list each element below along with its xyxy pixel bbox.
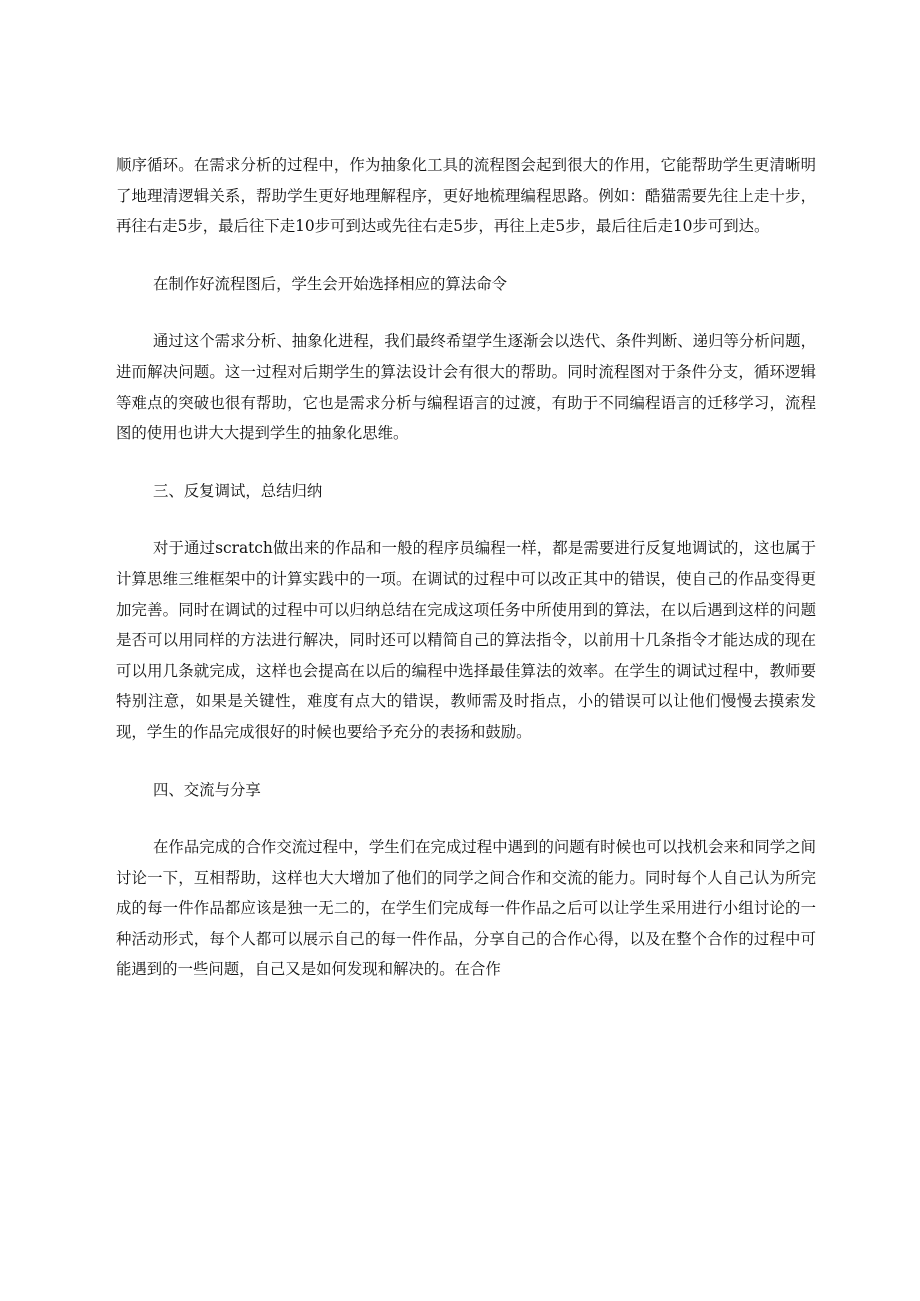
paragraph-algorithm-command: 在制作好流程图后，学生会开始选择相应的算法命令	[153, 274, 507, 293]
section-heading-sharing: 四、交流与分享	[153, 780, 261, 799]
paragraph-sharing: 在作品完成的合作交流过程中，学生们在完成过程中遇到的问题有时候也可以找机会来和同学之间讨论一下，互相帮助，这样也大大增加了他们的同学之间合作和交流的能力。同时每个人自己认为所完成的每一件作品都应该是独一无二的，在学生们完成每一件作品之后可以让学生采用进行小组讨论的一种活动形式，每个人都可以展示自己的每一件作品，分享自己的合作心得，以及在整个合作的过程中可能遇到的一些问题，自己又是如何发现和解决的。在合作	[116, 838, 816, 979]
paragraph-debugging: 对于通过scratch做出来的作品和一般的程序员编程一样，都是需要进行反复地调试的，这也属于计算思维三维框架中的计算实践中的一项。在调试的过程中可以改正其中的错误，使自己的作品变得更加完善。同时在调试的过程中可以归纳总结在完成这项任务中所使用到的算法，在以后遇到这样的问题是否可以用同样的方法进行解决，同时还可以精简自己的算法指令，以前用十几条指令才能达成的现在可以用几条就完成，这样也会提高在以后的编程中选择最佳算法的效率。在学生的调试过程中，教师要特别注意，如果是关键性，难度有点大的错误，教师需及时指点，小的错误可以让他们慢慢去摸索发现，学生的作品完成很好的时候也要给予充分的表扬和鼓励。	[116, 539, 816, 741]
document-body	[116, 150, 816, 985]
paragraph-flowchart-intro: 顺序循环。在需求分析的过程中，作为抽象化工具的流程图会起到很大的作用，它能帮助学生更清晰明了地理清逻辑关系，帮助学生更好地理解程序，更好地梳理编程思路。例如：酷猫需要先往上走十步，再往右走5步，最后往下走10步可到达或先往右走5步，再往上走5步，最后往后走10步可到达。	[116, 156, 816, 236]
section-heading-debugging: 三、反复调试，总结归纳	[153, 481, 323, 500]
paragraph-abstraction: 通过这个需求分析、抽象化进程，我们最终希望学生逐渐会以迭代、条件判断、递归等分析问题，进而解决问题。这一过程对后期学生的算法设计会有很大的帮助。同时流程图对于条件分支，循环逻辑等难点的突破也很有帮助，它也是需求分析与编程语言的过渡，有助于不同编程语言的迁移学习，流程图的使用也讲大大提到学生的抽象化思维。	[116, 332, 816, 443]
